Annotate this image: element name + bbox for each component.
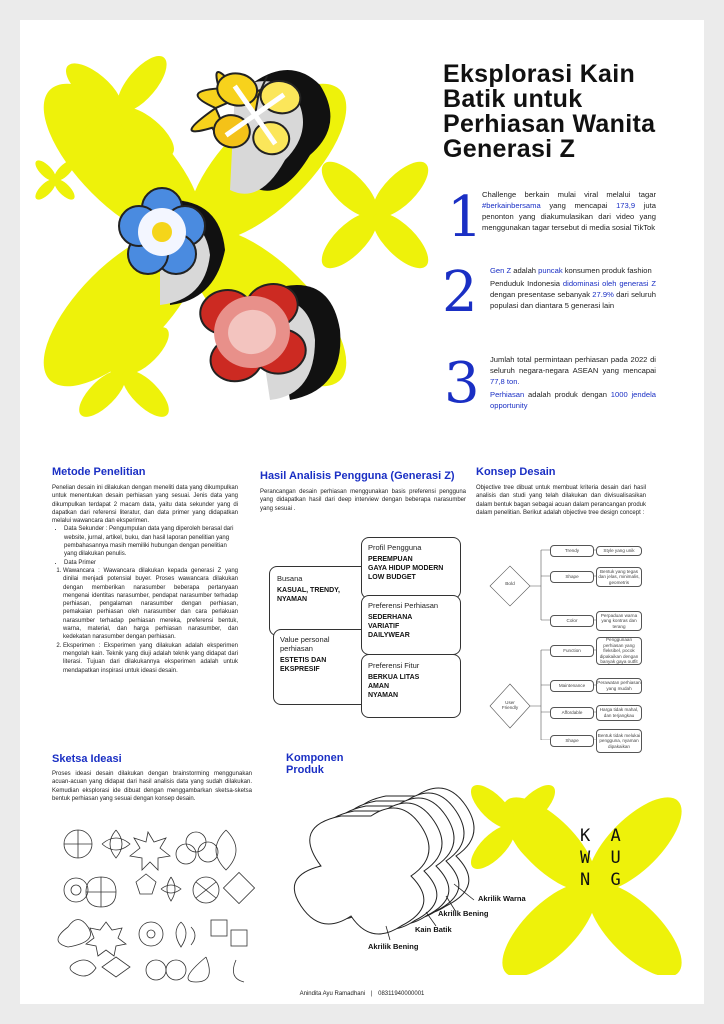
stat-fragment: Penduduk Indonesia (490, 279, 563, 288)
stat-highlight: puncak (538, 266, 563, 275)
stat-fragment: adalah produk dengan (524, 390, 611, 399)
komponen-section (286, 752, 366, 776)
tree-criterion: Trendy (550, 545, 594, 557)
tree-criterion: Affordable (550, 707, 594, 719)
box-preferensi-fitur (361, 654, 461, 718)
stat-text-2 (490, 265, 656, 311)
brand-line-3: N G (580, 870, 626, 890)
konsep-section (476, 466, 646, 517)
stat-fragment: adalah (511, 266, 539, 275)
box-profil-heading: Profil Pengguna (368, 543, 422, 552)
box-value-heading: Value personal perhiasan (280, 635, 330, 653)
footer-name: Anindita Ayu Ramadhani (299, 991, 366, 997)
box-busana-heading: Busana (277, 574, 303, 583)
page-title: Eksplorasi Kain Batik untuk Perhiasan Wanita Generasi Z (443, 60, 656, 163)
box-busana (269, 566, 371, 636)
stat-fragment: Jumlah total permintaan perhiasan pada 2022 di seluruh negara-negara ASEAN yang mencapai (490, 355, 656, 375)
box-busana-value: KASUAL, TRENDY, NYAMAN (277, 587, 341, 603)
hasil-heading: Hasil Analisis Pengguna (Generasi Z) (260, 470, 455, 482)
stat-highlight: 173,9 (616, 201, 636, 210)
stat-highlight: 1000 jendela opportunity (490, 390, 656, 410)
stat-number-3: 3 (444, 351, 480, 416)
label-kain-batik: Kain Batik (415, 925, 452, 934)
stat-text-1 (482, 189, 656, 233)
box-profil (361, 537, 461, 599)
konsep-heading: Konsep Desain (476, 466, 556, 478)
footer-phone: 08311940000001 (378, 991, 425, 997)
tree-criterion: Shape (550, 735, 594, 747)
metode-section (52, 466, 238, 675)
box-value (273, 629, 369, 705)
metode-bullet-primer: • Data Primer (64, 559, 238, 567)
box-fitur-value: BERKUA LITAS AMAN NYAMAN (368, 674, 420, 699)
stat-highlight: didominasi oleh generasi Z (562, 279, 656, 288)
stat-highlight: Perhiasan (490, 390, 525, 399)
stat-fragment: juta penonton yang diakumulasikan dari video yang menggunakan tagar tersebut di media sosial TikTok (482, 201, 656, 232)
stat-number-1: 1 (447, 185, 483, 250)
metode-eksperimen: 2. Eksperimen : Eksperimen yang dilakukan adalah eksperimen mengolah kain. Teknik yang diuji adalah teknik yang didapat dari literasi. Tujuan dari dilakukannya eksperimen adalah untuk mendapatkan inspirasi untuk ideasi desain. (63, 642, 238, 675)
tree-criterion: Function (550, 645, 594, 657)
komponen-heading: Komponen Produk (286, 752, 344, 776)
tree-description: Bentuk yang tegas dan jelas, minimalis, geometris (596, 567, 642, 587)
stat-number-2: 2 (442, 260, 478, 325)
tree-description: Bentuk tidak melukai pengguna, nyaman dipakaikan (596, 729, 642, 753)
footer-separator: | (370, 991, 373, 997)
brand-line-1: K A (580, 826, 626, 846)
stat-fragment: yang mencapai (540, 201, 617, 210)
stat-text-3 (490, 354, 656, 411)
stat-highlight: 77,8 ton. (490, 377, 520, 386)
tree-criterion: Shape (550, 571, 594, 583)
tree-description: Perawatan perhiasan yang mudah (596, 678, 642, 694)
tree-root-user: User Friendly (501, 700, 519, 711)
box-pref-heading: Preferensi Perhiasan (368, 601, 439, 610)
stat-highlight: 27.9% (592, 290, 614, 299)
tree-description: Style yang unik (596, 546, 642, 556)
hero-illustration (20, 20, 440, 440)
stat-3-paragraph (490, 389, 656, 411)
box-pref-value: SEDERHANA VARIATIF DAILYWEAR (368, 614, 413, 639)
box-fitur-heading: Preferensi Fitur (368, 661, 420, 670)
stat-fragment: konsumen produk fashion (562, 266, 652, 275)
sketch-drawings (56, 822, 256, 987)
hasil-desc: Perancangan desain perhiasan menggunakan basis preferensi pengguna yang didapatkan hasil dari deep interview dengan beberapa narasumber yang sesuai . (260, 489, 466, 512)
stat-2-paragraph (490, 278, 656, 311)
komponen-drawing (276, 786, 476, 946)
metode-intro: Penelian desain ini dilakukan dengan meneliti data yang dikumpulkan untuk menentukan desain perhiasan yang sesuai. Jenis data yang dikumpulkan terdapat 2 macam data, yaitu data sekunder yang di dapatkan dari referensi literatur, dan data primer yang didapatkan melalui wawancara dan eksperimen. (52, 485, 238, 525)
stat-fragment: dengan presentase sebanyak (490, 290, 593, 299)
stat-3-paragraph (490, 354, 656, 387)
footer (20, 991, 704, 997)
box-preferensi-perhiasan (361, 595, 461, 655)
poster (20, 20, 704, 1004)
tree-description: Penggunaan perhiasan yang fleksibel, pocok dipakaikan dengan banyak gaya outfit (596, 637, 642, 665)
box-value-value: ESTETIS DAN EKSPRESIF (280, 657, 327, 673)
sketsa-section (52, 753, 252, 803)
metode-heading: Metode Penelitian (52, 466, 146, 478)
label-akrilik-bening-2: Akrilik Bening (368, 942, 419, 951)
box-profil-value: PEREMPUAN GAYA HIDUP MODERN LOW BUDGET (368, 556, 444, 581)
label-akrilik-bening-1: Akrilik Bening (438, 909, 489, 918)
metode-wawancara: 1. Wawancara : Wawancara dilakukan kepada generasi Z yang dinilai menjadi potensial buyer. Proses wawancara dilakukan dengan memberikan narasumber beberapa pertanyaan mengenai identitas narasumber, pendapat narasumber terhadap perhiasan, pengalaman narasumber dengan perhiasan, pemakaian perhiasan oleh narasumber dan cara perlakuan narasumber terhadap perhiasan mereka, preferensi bentuk, warna, material, dan harga perhiasan narasumber, dan kedekatan narasumber dengan perhiasan. (63, 567, 238, 642)
tree-description: Harga tidak mahal, dan terjangkau (596, 705, 642, 721)
tree-criterion: Color (550, 615, 594, 627)
stat-2-paragraph (490, 265, 656, 276)
hasil-section (260, 470, 466, 513)
stat-1-paragraph (482, 189, 656, 233)
stat-highlight: #berkainbersama (482, 201, 541, 210)
metode-bullet-sekunder: • Data Sekunder : Pengumpulan data yang diperoleh berasal dari website, jurnal, artikel, buku, dan hasil laporan penelitian yang pembahasannya masih memiliki hubungan dengan penelitian yang dilakukan penulis. (64, 525, 238, 558)
stat-fragment: dari seluruh populasi dan diantara 5 generasi lain (490, 290, 656, 310)
sketsa-heading: Sketsa Ideasi (52, 753, 122, 765)
tree-criterion: Maintenance (550, 680, 594, 692)
brand-line-2: W U (580, 848, 626, 868)
label-akrilik-warna: Akrilik Warna (478, 894, 526, 903)
tree-root-bold: Bold (505, 582, 515, 587)
stat-fragment: Challenge berkain mulai viral melalui tagar (482, 190, 656, 199)
sketsa-desc: Proses ideasi desain dilakukan dengan brainstorming menggunakan acuan-acuan yang didapat dari hasil analisis data yang sudah dilakukan. Kemudian eksplorasi ide dibuat dengan menggambarkan sketsa-sketsa bentuk perhiasan yang sesuai dengan konsep desain. (52, 771, 252, 802)
brand-kawung (580, 825, 640, 891)
tree-description: Perpaduan warna yang kontras dan terang (596, 611, 642, 631)
konsep-desc: Objective tree dibuat untuk membuat kriteria desain dari hasil analisis dan studi yang telah dilakukan dan divisualisasikan dalam bentuk bagan sebagai acuan dalam perancangan produk dalam penelitian. Berikut adalah objective tree design concept : (476, 485, 646, 516)
stat-highlight: Gen Z (490, 266, 512, 275)
